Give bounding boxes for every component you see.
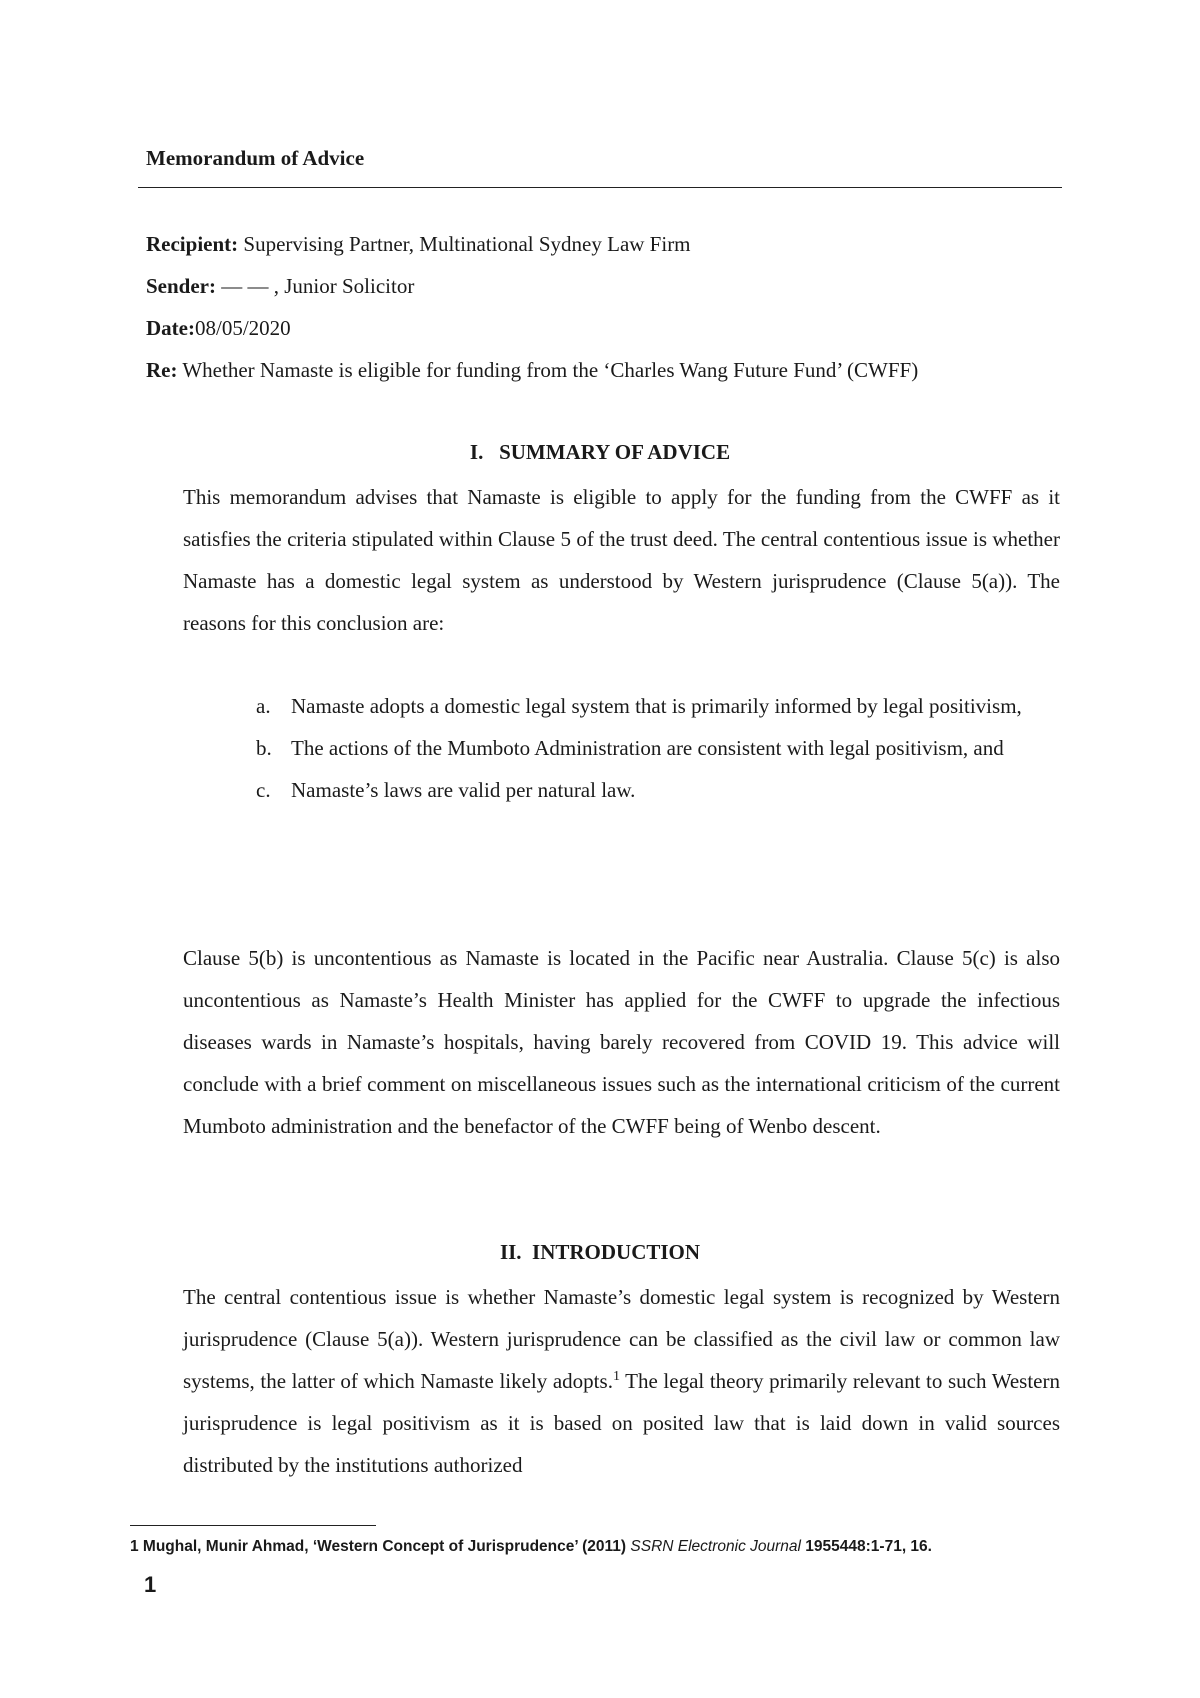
summary-closing-paragraph: Clause 5(b) is uncontentious as Namaste is located in the Pacific near Australia. Clause 5(c) is also uncontentious as Namaste’s Health Minister has applied for the CWFF to upgrade the infectious diseases wards in Namaste’s hospitals, having barely recovered from COVID 19. This advice will conclude with a brief comment on miscellaneous issues such as the international criticism of the current Mumboto administration and the benefactor of the CWFF being of Wenbo descent. bbox=[183, 946, 1060, 1138]
recipient-label: Recipient: bbox=[146, 232, 239, 256]
reasons-list bbox=[183, 685, 1060, 811]
list-marker: c. bbox=[256, 778, 271, 802]
introduction-paragraph bbox=[183, 1276, 1060, 1486]
recipient-value: Supervising Partner, Multinational Sydney Law Firm bbox=[238, 232, 691, 256]
footnote-citation: 1 Mughal, Munir Ahmad, ‘Western Concept of Jurisprudence’ (2011) bbox=[130, 1538, 627, 1555]
re-value: Whether Namaste is eligible for funding from the ‘Charles Wang Future Fund’ (CWFF) bbox=[177, 358, 919, 382]
title-divider bbox=[138, 187, 1062, 188]
introduction-text: The central contentious issue is whether Namaste’s domestic legal system is recognized by Western jurisprudence (Clause 5(a)). Western jurisprudence can be classified as the civil law or common law systems, the latter of which Namaste likely adopts. bbox=[183, 1285, 1060, 1393]
footnote-reference[interactable]: 1 bbox=[612, 1369, 620, 1384]
list-item bbox=[183, 769, 1060, 811]
sender-line bbox=[146, 274, 414, 299]
footnote-divider bbox=[130, 1525, 376, 1526]
footnote-journal: SSRN Electronic Journal bbox=[630, 1538, 801, 1555]
summary-intro-paragraph: This memorandum advises that Namaste is eligible to apply for the funding from the CWFF as it satisfies the criteria stipulated within Clause 5 of the trust deed. The central contentious issue is whether Namaste has a domestic legal system as understood by Western jurisprudence (Clause 5(a)). The reasons for this conclusion are: bbox=[183, 485, 1060, 635]
summary-heading: I. SUMMARY OF ADVICE bbox=[469, 440, 731, 464]
date-line bbox=[146, 316, 291, 341]
list-item-text: The actions of the Mumboto Administration are consistent with legal positivism, and bbox=[291, 736, 1004, 760]
recipient-line bbox=[146, 232, 691, 257]
footnote bbox=[130, 1538, 932, 1556]
sender-value: ― ― , Junior Solicitor bbox=[216, 274, 415, 298]
re-line bbox=[146, 358, 918, 383]
re-label: Re: bbox=[146, 358, 178, 382]
list-item bbox=[183, 685, 1060, 727]
list-item-text: Namaste’s laws are valid per natural law. bbox=[291, 778, 636, 802]
memo-title: Memorandum of Advice bbox=[146, 146, 365, 170]
list-marker: a. bbox=[256, 694, 271, 718]
date-value: 08/05/2020 bbox=[194, 316, 291, 340]
date-label: Date: bbox=[146, 316, 195, 340]
list-marker: b. bbox=[256, 736, 272, 760]
sender-label: Sender: bbox=[146, 274, 216, 298]
introduction-heading: II. INTRODUCTION bbox=[499, 1240, 701, 1264]
introduction-text-continued: The legal theory primarily relevant to such Western jurisprudence is legal positivism as it is based on posited law that is laid down in valid sources distributed by the institutions authorized bbox=[183, 1369, 1060, 1477]
list-item bbox=[183, 727, 1060, 769]
list-item-text: Namaste adopts a domestic legal system that is primarily informed by legal positivism, bbox=[291, 694, 1022, 718]
page-number: 1 bbox=[144, 1572, 157, 1597]
footnote-cite: 1955448:1-71, 16. bbox=[805, 1538, 932, 1555]
